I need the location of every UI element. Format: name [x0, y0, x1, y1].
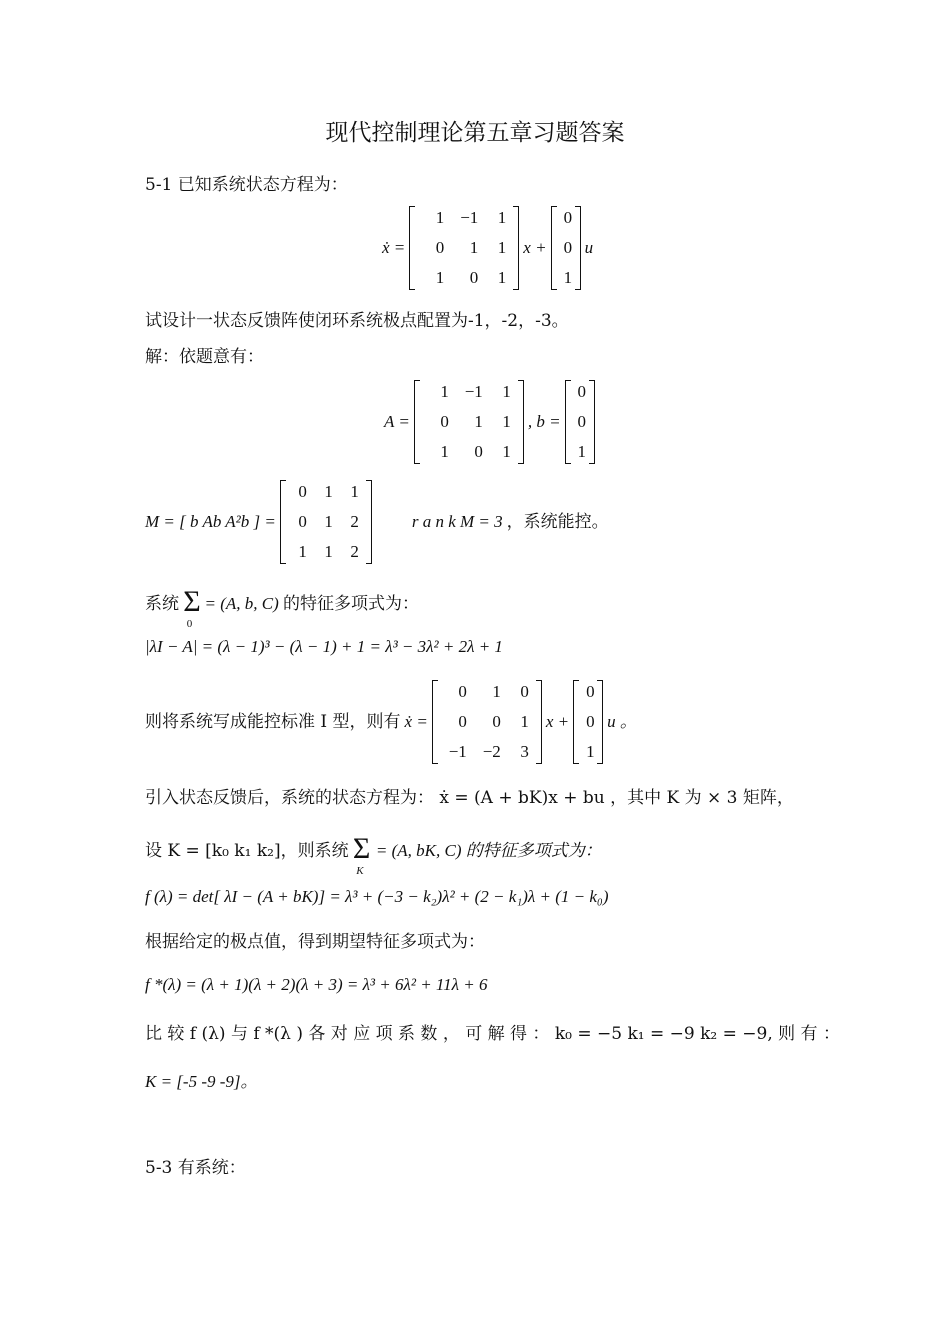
sigma-symbol-k: Σ — [352, 832, 371, 865]
sigma-subscript-k: K — [356, 865, 364, 877]
page-title: 现代控制理论第五章习题答案 — [325, 120, 625, 146]
state-eq-rhs: u — [584, 238, 594, 257]
matrix-cell: 0 — [577, 412, 587, 431]
coefficient-comparison: 比 较 f (λ) 与 f *(λ ) 各 对 应 项 系 数 ， 可 解 得 ： k₀ = −5 k₁ = −9 k₂ = −9, 则 有 ： — [145, 1024, 840, 1044]
solution-intro: 解：依题意有： — [145, 347, 264, 367]
state-eq-lhs: ẋ = — [382, 238, 406, 257]
sigma-symbol: Σ — [183, 585, 201, 618]
matrix-a — [414, 380, 524, 464]
matrix-cell: 1 — [324, 542, 333, 561]
k-definition — [145, 832, 602, 877]
matrix-cell: 2 — [350, 512, 359, 531]
task-text: 试设计一状态反馈阵使闭环系统极点配置为-1，-2，-3。 — [145, 311, 569, 331]
k-result: K = [-5 -9 -9]。 — [145, 1072, 258, 1091]
canonical-intro: 则将系统写成能控标准 I 型，则有 — [145, 712, 401, 732]
charpoly-intro-post: 的特征多项式为： — [283, 594, 419, 614]
problem-5-1-label: 5-1 已知系统状态方程为： — [145, 175, 348, 195]
canonical-matrix-a — [432, 680, 542, 764]
k-def-post: = (A, bK, C) 的特征多项式为： — [375, 841, 602, 860]
matrix-cell: 1 — [497, 238, 507, 257]
matrix-cell: 1 — [497, 268, 507, 287]
matrix-cell: 1 — [502, 412, 511, 431]
matrix-cell: 1 — [497, 208, 507, 227]
matrix-m — [280, 480, 372, 564]
f-lambda-equation: f (λ) = det[ λI − (A + bK)] = λ³ + (−3 − k₂)λ² + (2 − k₁)λ + (1 − k₀) — [145, 887, 609, 906]
matrix-cell: 1 — [474, 412, 483, 431]
sigma-subscript: 0 — [186, 618, 193, 630]
k-def-pre: 设 K = [k₀ k₁ k₂]，则系统 — [145, 841, 349, 861]
matrix-cell: 1 — [324, 482, 333, 501]
matrix-cell: 1 — [435, 268, 445, 287]
rank-statement: r a n k M = 3 — [411, 512, 503, 531]
matrix-cell: 0 — [440, 412, 449, 431]
matrix-cell: 2 — [350, 542, 359, 561]
controllability-matrix — [145, 480, 609, 564]
matrix-cell: 1 — [440, 442, 449, 461]
feedback-line: 引入状态反馈后，系统的状态方程为： ẋ = (A + bK)x + bu ，其中 K 为 × 3 矩阵， — [145, 788, 794, 808]
matrix-cell: 0 — [458, 712, 467, 731]
matrix-cell: 0 — [563, 238, 573, 257]
matrix-cell: 1 — [492, 682, 501, 701]
state-eq-matrix-a — [409, 206, 519, 290]
charpoly-intro — [145, 585, 419, 630]
vector-b — [565, 380, 595, 464]
a-lhs: A = — [384, 412, 410, 431]
desired-poly-intro: 根据给定的极点值，得到期望特征多项式为： — [145, 932, 485, 952]
matrix-cell: 1 — [577, 442, 587, 461]
matrix-cell: −1 — [460, 208, 479, 227]
matrix-cell: 0 — [469, 268, 479, 287]
matrix-cell: 0 — [586, 682, 595, 701]
matrix-cell: 1 — [469, 238, 479, 257]
matrix-cell: 0 — [520, 682, 529, 701]
matrix-cell: 1 — [520, 712, 529, 731]
matrix-cell: 1 — [502, 442, 511, 461]
canonical-vector-b — [573, 680, 603, 764]
canonical-rhs: u 。 — [607, 712, 637, 731]
matrix-cell: 0 — [435, 238, 445, 257]
matrix-cell: 0 — [298, 512, 307, 531]
matrix-cell: 1 — [435, 208, 445, 227]
matrix-cell: 1 — [440, 382, 449, 401]
matrix-cell: −1 — [448, 742, 467, 761]
matrix-cell: 0 — [458, 682, 467, 701]
matrix-cell: 1 — [586, 742, 595, 761]
matrix-cell: 1 — [324, 512, 333, 531]
matrix-cell: −2 — [482, 742, 501, 761]
matrix-cell: 0 — [586, 712, 595, 731]
canonical-form — [145, 680, 637, 764]
state-eq-vector-b — [551, 206, 581, 290]
canonical-lhs: ẋ = — [404, 712, 428, 731]
matrix-cell: 3 — [520, 742, 529, 761]
matrix-cell: 0 — [492, 712, 501, 731]
state-equation — [382, 206, 593, 290]
state-eq-mid: x + — [523, 238, 547, 257]
matrix-cell: 1 — [298, 542, 307, 561]
charpoly-equation: |λI − A| = (λ − 1)³ − (λ − 1) + 1 = λ³ − 3λ² + 2λ + 1 — [145, 637, 503, 656]
controllable-note: ，系统能控。 — [506, 512, 609, 532]
problem-5-3-label: 5-3 有系统： — [145, 1158, 246, 1178]
matrix-cell: 0 — [474, 442, 483, 461]
system-tuple: = (A, b, C) — [204, 594, 279, 613]
controllability-lhs: M = [ b Ab A²b ] = — [145, 512, 276, 531]
f-star-equation: f *(λ) = (λ + 1)(λ + 2)(λ + 3) = λ³ + 6λ² + 11λ + 6 — [145, 975, 488, 994]
matrix-cell: 1 — [502, 382, 511, 401]
matrix-cell: −1 — [464, 382, 483, 401]
a-b-definition — [384, 380, 595, 464]
matrix-cell: 0 — [298, 482, 307, 501]
b-lhs: , b = — [527, 412, 561, 431]
charpoly-intro-pre: 系统 — [145, 594, 179, 614]
matrix-cell: 1 — [563, 268, 573, 287]
matrix-cell: 0 — [577, 382, 587, 401]
matrix-cell: 1 — [350, 482, 359, 501]
canonical-mid: x + — [545, 712, 570, 731]
matrix-cell: 0 — [563, 208, 573, 227]
